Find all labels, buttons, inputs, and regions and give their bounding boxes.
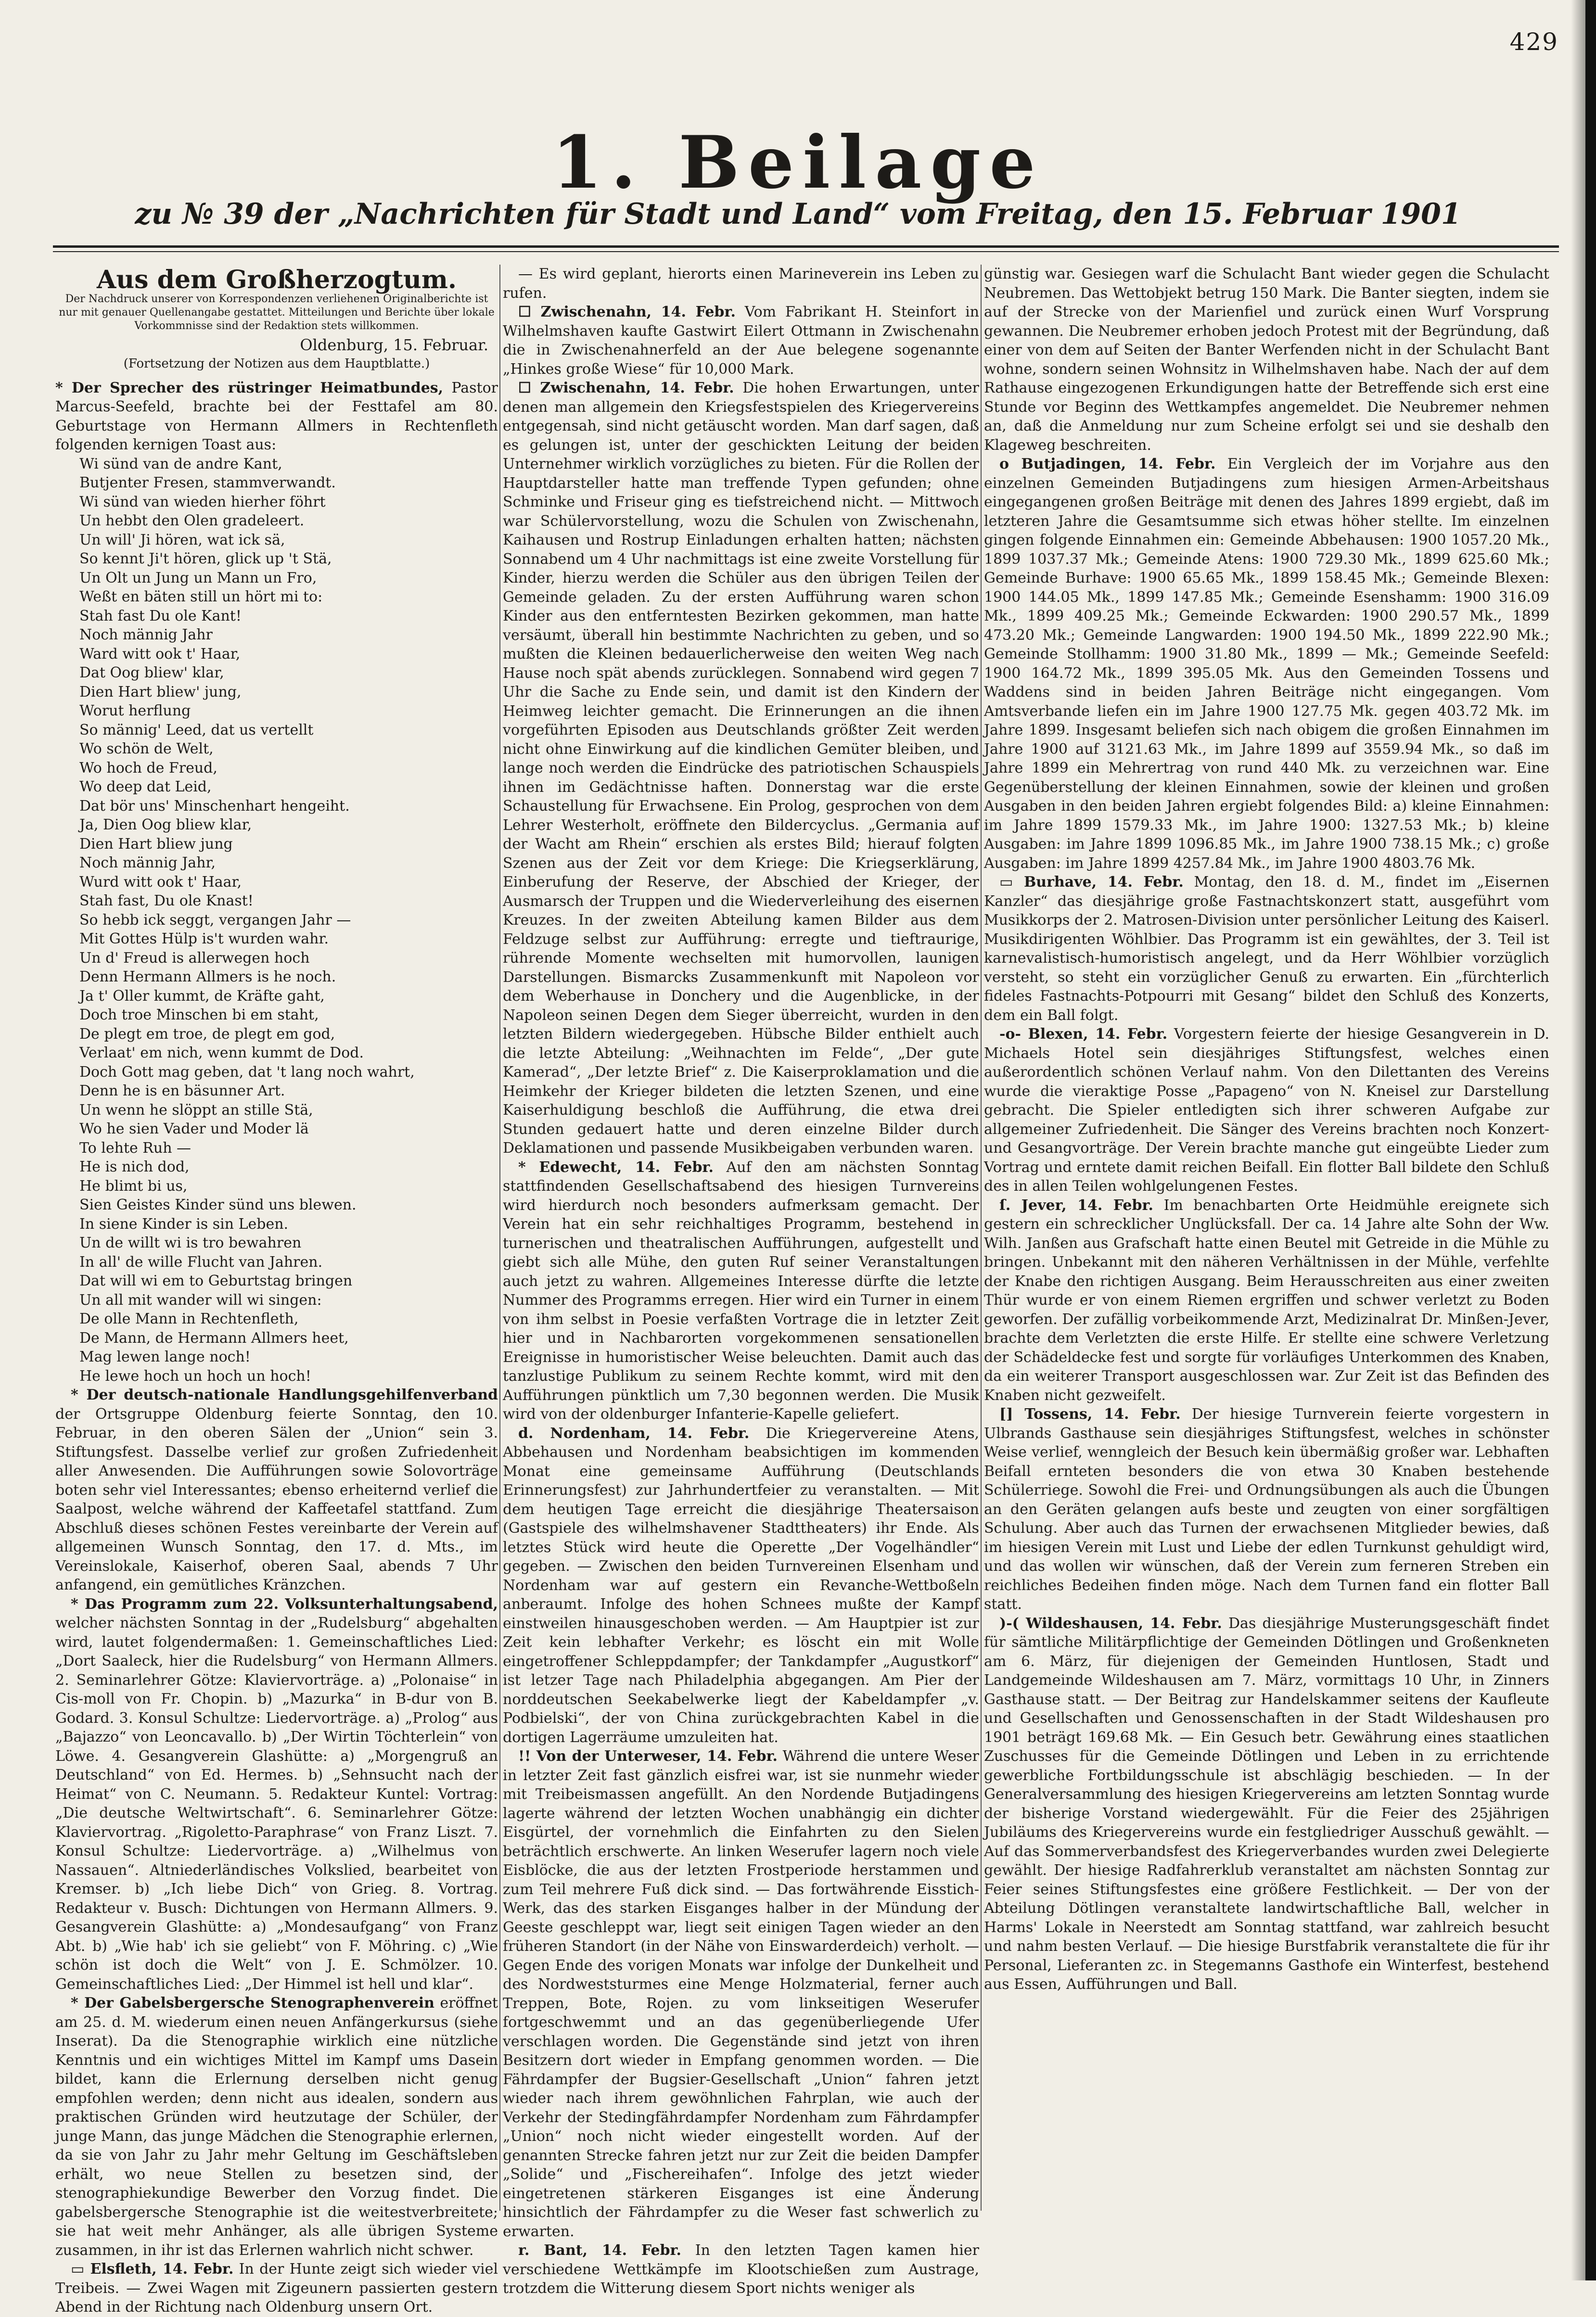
toast-poem bbox=[55, 455, 498, 1386]
article-heading: * Das Programm zum 22. Volksunterhaltungsabend, bbox=[71, 1595, 498, 1613]
poem-line: Wo schön de Welt, bbox=[79, 740, 214, 757]
poem-line: Un will' Ji hören, wat ick sä, bbox=[79, 531, 285, 548]
continuation-note: (Fortsetzung der Notizen aus dem Hauptblatte.) bbox=[123, 356, 430, 371]
poem-line: In siene Kinder is sin Leben. bbox=[79, 1215, 289, 1233]
article bbox=[984, 265, 1549, 455]
poem-line: Dien Hart bliew jung bbox=[79, 835, 233, 853]
poem-line: Weßt en bäten still un hört mi to: bbox=[79, 588, 323, 605]
article-text: günstig war. Gesiegen warf die Schulacht Bant wieder gegen die Schulacht Neubremen. Das Wettobjekt betrug 150 Mark. Die Banter siegten, indem sie auf der Strecke von der Marienfiel und zurück einen Wurf Vorsprung gewannen. Die Neubremer erhoben jedoch Protest mit der Begründung, daß einer von dem auf Seiten der Banter Werfenden nicht in der Schulacht Bant wohne, sondern seinen Wohnsitz in Wilhelmshaven habe. Nach der auf dem Rathause eingezogenen Erkundigungen hatte der Betreffende sich erst eine Stunde vor Beginn des Wettkampfes angemeldet. Die Neubremer nehmen an, daß die Anmeldung nur zum Scheine erfolgt sei und sie deshalb den Klageweg beschreiten. bbox=[984, 266, 1549, 454]
article-heading: * Der deutsch-nationale Handlungsgehilfenverband bbox=[71, 1387, 498, 1403]
poem-line: Mag lewen lange noch! bbox=[79, 1349, 251, 1365]
column-3 bbox=[984, 265, 1549, 2211]
poem-line: To lehte Ruh — bbox=[79, 1139, 192, 1157]
poem-line: Wo he sien Vader und Moder lä bbox=[79, 1120, 309, 1137]
poem-line: So hebb ick seggt, vergangen Jahr — bbox=[79, 911, 351, 929]
poem-line: Un Olt un Jung un Mann un Fro, bbox=[79, 569, 317, 586]
article-heading: !! Von der Unterweser, 14. Febr. bbox=[518, 1748, 778, 1765]
article bbox=[55, 2260, 498, 2317]
poem-line: Dat will wi em to Geburtstag bringen bbox=[79, 1273, 353, 1289]
article bbox=[55, 1386, 498, 1595]
page-edge-shadow bbox=[1571, 0, 1585, 2280]
poem-line: Wi sünd van wieden hierher föhrt bbox=[79, 493, 326, 510]
article-heading: [] Tossens, 14. Febr. bbox=[999, 1406, 1181, 1423]
poem-line: Verlaat' em nich, wenn kummt de Dod. bbox=[79, 1044, 364, 1061]
article-heading: * Der Gabelsbergersche Stenographenverein bbox=[71, 1995, 434, 2011]
page-number: 429 bbox=[1509, 28, 1558, 56]
poem-line: Doch Gott mag geben, dat 't lang noch wahrt, bbox=[79, 1063, 415, 1081]
article-text: Im benachbarten Orte Heidmühle ereignete sich gestern ein schrecklicher Unglücksfall. Der ca. 14 Jahre alte Sohn der Ww. Wilh. Janßen aus Grafschaft hatte einen Beutel mit Getreide in die Mühle zu bringen. Unbekannt mit den näheren Verhältnissen in der Mühle, verfehlte der Knabe den richtigen Ausgang. Beim Herausschreiten aus einer zweiten Thür wurde er von einem Riemen ergriffen und schwer verletzt zu Boden geworfen. Der zufällig vorbeikommende Arzt, Medizinalrat Dr. Minßen-Jever, brachte dem Verletzten die erste Hilfe. Er stellte eine schwere Verletzung der Schädeldecke fest und sorgte für vorläufiges Unterkommen des Knaben, da ein weiterer Transport ausgeschlossen war. Zur Zeit ist das Befinden des Knaben nicht gezweifelt. bbox=[984, 1197, 1549, 1404]
article-text: — Es wird geplant, hierorts einen Marineverein ins Leben zu rufen. bbox=[503, 266, 979, 302]
poem-line: Dat bör uns' Minschenhart hengeiht. bbox=[79, 797, 350, 815]
article-heading: ▭ Elsfleth, 14. Febr. bbox=[71, 2261, 234, 2278]
poem-line: Dien Hart bliew' jung, bbox=[79, 683, 242, 700]
poem-line: Worut herflung bbox=[79, 702, 191, 719]
article bbox=[984, 455, 1549, 873]
article bbox=[503, 2241, 979, 2298]
article bbox=[55, 379, 498, 455]
article-text: welcher nächsten Sonntag in der „Rudelsburg“ abgehalten wird, lautet folgendermaßen: 1. Gemeinschaftliches Lied: „Dort Saaleck, hier die Rudelsburg“ von Hermann Allmers. 2. Seminarlehrer Götze: Klaviervorträge. a) „Polonaise“ in Cis-moll von Fr. Chopin. b) „Mazurka“ in B-dur von B. Godard. 3. Konsul Schultze: Liedervorträge. a) „Prolog“ aus „Bajazzo“ von Leoncavallo. b) „Der Wirtin Töchterlein“ von Löwe. 4. Gesangverein Glashütte: a) „Morgengruß an Deutschland“ von Ed. Hermes. b) „Sehnsucht nach der Heimat“ von C. Neumann. 5. Redakteur Kuntel: Vortrag: „Die deutsche Weltwirtschaft“. 6. Seminarlehrer Götze: Klaviervortrag. „Rigoletto-Paraphrase“ von Franz Liszt. 7. Konsul Schultze: Liedervorträge. a) „Wilhelmus von Nassauen“. Altniederländisches Volkslied, bearbeitet von Kremser. b) „Ich liebe Dich“ von Grieg. 8. Vortrag. Redakteur v. Busch: Dichtungen von Hermann Allmers. 9. Gesangverein Glashütte: a) „Mondesaufgang“ von Franz Abt. b) „Wie hab' ich sie geliebt“ von F. Möhring. c) „Wie schön ist doch die Welt“ von J. E. Schmölzer. 10. Gemeinschaftliches Lied: „Der Himmel ist hell und klar“. bbox=[55, 1615, 498, 1993]
poem-line: Denn he is en bäsunner Art. bbox=[79, 1082, 285, 1099]
poem-line: Butjenter Fresen, stammverwandt. bbox=[79, 474, 336, 491]
poem-line: Noch männig Jahr bbox=[79, 626, 213, 643]
column-divider bbox=[499, 265, 500, 2211]
poem-line: So männig' Leed, dat us vertellt bbox=[79, 721, 314, 738]
article-text: Auf den am nächsten Sonntag stattfindenden Gesellschaftsabend des hiesigen Turnvereins wird hierdurch noch besonders aufmerksam gemacht. Der Verein hat ein sehr reichhaltiges Programm, bestehend in turnerischen und theatralischen Aufführungen, aufgestellt und giebt sich alle Mühe, den guten Ruf seiner Veranstaltungen auch jetzt zu wahren. Allgemeines Interesse dürfte die letzte Nummer des Programms erregen. Hier wird ein Turner in einem von ihm selbst in Poesie verfaßten Vortrage die in letzter Zeit hier und in Nachbarorten vorgekommenen sensationellen Ereignisse in humoristischer Weise beleuchten. Damit auch das tanzlustige Publikum zu seinem Rechte kommt, wird mit den Aufführungen pünktlich um 7,30 begonnen werden. Die Musik wird von der oldenburger Infanterie-Kapelle geliefert. bbox=[503, 1158, 979, 1423]
poem-line: De olle Mann in Rechtenfleth, bbox=[79, 1311, 299, 1327]
column-1 bbox=[55, 265, 498, 2316]
poem-line: De Mann, de Hermann Allmers heet, bbox=[79, 1329, 349, 1347]
article-heading: -o- Blexen, 14. Febr. bbox=[999, 1026, 1168, 1043]
article-text: Der hiesige Turnverein feierte vorgestern in Ulbrands Gasthause sein diesjähriges Stiftungsfest, welches in schönster Weise verlief, wenngleich der Besuch kein übermäßig großer war. Lebhaften Beifall ernteten besonders die von etwa 30 Knaben bestehende Schülerriege. Sowohl die Frei- und Ordnungsübungen als auch die Übungen an den Geräten gelangen aufs beste und zeugten von einer sorgfältigen Schulung. Aber auch das Turnen der erwachsenen Mitglieder bewies, daß im hiesigen Verein mit Lust und Liebe der edlen Turnkunst gehuldigt wird, und das wollen wir wünschen, daß der Verein zum ferneren Streben ein reichliches Bedeihen finden möge. Nach dem Turnen fand ein flotter Ball statt. bbox=[984, 1406, 1549, 1613]
poem-line: In all' de wille Flucht van Jahren. bbox=[79, 1253, 323, 1271]
article-heading: r. Bant, 14. Febr. bbox=[518, 2242, 681, 2259]
poem-line: Un d' Freud is allerwegen hoch bbox=[79, 949, 310, 967]
poem-line: Wurd witt ook t' Haar, bbox=[79, 873, 242, 891]
article-text: Ein Vergleich der im Vorjahre aus den einzelnen Gemeinden Butjadingens zum hiesigen Armen-Arbeitshaus eingegangenen großen Beiträge mit denen des Jahres 1899 ergiebt, daß im letzteren Jahre die Gesamtsumme sich etwas höher stellte. Im einzelnen gingen folgende Einnahmen ein: Gemeinde Abbehausen: 1900 1057.20 Mk., 1899 1037.37 Mk.; Gemeinde Atens: 1900 729.30 Mk., 1899 625.60 Mk.; Gemeinde Burhave: 1900 65.65 Mk., 1899 158.45 Mk.; Gemeinde Blexen: 1900 144.05 Mk., 1899 147.85 Mk.; Gemeinde Esenshamm: 1900 316.09 Mk., 1899 409.25 Mk.; Gemeinde Eckwarden: 1900 290.57 Mk., 1899 473.20 Mk.; Gemeinde Langwarden: 1900 194.50 Mk., 1899 222.90 Mk.; Gemeinde Stollhamm: 1900 31.80 Mk., 1899 — Mk.; Gemeinde Seefeld: 1900 164.72 Mk., 1899 395.05 Mk. Aus den Gemeinden Tossens und Waddens sind in beiden Jahren Beiträge nicht eingegangen. Vom Amtsverbande liefen ein im Jahre 1900 127.75 Mk. gegen 403.72 Mk. im Jahre 1899. Insgesamt beliefen sich nach obigem die großen Einnahmen im Jahre 1900 auf 3121.63 Mk., im Jahre 1899 auf 3559.94 Mk., so daß im Jahre 1899 ein Mehrertrag von rund 440 Mk. zu verzeichnen war. Eine Gegenüberstellung der kleinen Einnahmen, sowie der kleinen und großen Ausgaben in den beiden Jahren ergiebt folgendes Bild: a) kleine Einnahmen: im Jahre 1899 1579.33 Mk., im Jahre 1900: 1327.53 Mk.; b) kleine Ausgaben: im Jahre 1899 1096.85 Mk., im Jahre 1900 738.15 Mk.; c) große Ausgaben: im Jahre 1899 4257.84 Mk., im Jahre 1900 4803.76 Mk. bbox=[984, 456, 1549, 872]
poem-line: Wo deep dat Leid, bbox=[79, 778, 212, 795]
article-heading: d. Nordenham, 14. Febr. bbox=[518, 1425, 750, 1442]
poem-line: Stah fast, Du ole Knast! bbox=[79, 892, 254, 909]
article-text: Die hohen Erwartungen, unter denen man allgemein den Kriegsfestspielen des Kriegervereins entgegensah, sind nicht getäuscht worden. Man darf sagen, daß es gelungen ist, unter der geschickten Leitung der beiden Unternehmer wirklich vorzügliches zu bieten. Für die Rollen der Hauptdarsteller hatte man treffende Typen gefunden; ohne Schminke und Friseur ging es tiefstreichend nicht. — Mittwoch war Schülervorstellung, wozu die Schulen von Zwischenahn, Kaihausen und Rostrup Einladungen erhalten hatten; nächsten Sonnabend um 4 Uhr nachmittags ist eine zweite Vorstellung für Kinder, hierzu werden die Schüler aus den übrigen Teilen der Gemeinde geladen. Zu der ersten Aufführung waren schon Kinder aus den entferntesten Bezirken gekommen, man hatte versäumt, überall hin bestimmte Nachrichten zu geben, und so mußten die Kleinen bedauerlicherweise den weiten Weg nach Hause noch spät abends zurücklegen. Sonnabend wird gegen 7 Uhr die Sache zu Ende sein, und damit ist den Kindern der Heimweg leichter gemacht. Die Erinnerungen an die ihnen vorgeführten Episoden aus Deutschlands größter Zeit werden nicht ohne Einwirkung auf die kindlichen Gemüter bleiben, und lange noch werden die Eindrücke des patriotischen Schauspiels ihnen im Gedächtnisse haften. Donnerstag war die erste Schaustellung für Erwachsene. Ein Prolog, gesprochen von dem Lehrer Westerholt, eröffnete den Bildercyclus. „Germania auf der Wacht am Rhein“ erschien als erstes Bild; hierauf folgten Szenen aus der Zeit vor dem Kriege: Die Kriegserklärung, Einberufung der Reserve, der Abschied der Krieger, der Ausmarsch der Truppen und die Wiederverleihung des eisernen Kreuzes. In der zweiten Abteilung kamen Bilder aus dem Feldzuge selbst zur Aufführung: erregte und tieftraurige, rührende Momente wechselten mit humorvollen, launigen Darstellungen. Bismarcks Zusammenkunft mit Napoleon vor dem Weberhause in Donchery und die Augenblicke, in der Napoleon seinen Degen dem Sieger überreicht, wurden in den letzten Bildern wiedergegeben. Hübsche Bilder enthielt auch die letzte Abteilung: „Weihnachten im Felde“, „Der gute Kamerad“, „Der letzte Brief“ z. Die Kaiserproklamation und die Heimkehr der Krieger bildeten die letzten Szenen, und eine Kaiserhuldigung beschloß die Aufführung, die etwa drei Stunden gedauert hatte und deren einzelne Bilder durch Deklamationen und passende Musikbeigaben verbunden waren. bbox=[503, 380, 979, 1157]
poem-line: Sien Geistes Kinder sünd uns blewen. bbox=[79, 1197, 357, 1213]
article bbox=[55, 1994, 498, 2260]
article bbox=[984, 1025, 1549, 1196]
poem-line: Un all mit wander will wi singen: bbox=[79, 1291, 322, 1309]
poem-line: Wi sünd van de andre Kant, bbox=[79, 455, 282, 472]
article bbox=[984, 1405, 1549, 1614]
poem-line: Ja t' Oller kummt, de Kräfte gaht, bbox=[79, 987, 325, 1005]
article bbox=[55, 1595, 498, 1994]
article bbox=[984, 1614, 1549, 1994]
article bbox=[984, 1196, 1549, 1405]
article-text: der Ortsgruppe Oldenburg feierte Sonntag, den 10. Februar, in den oberen Sälen der „Union“ sein 3. Stiftungsfest. Dasselbe verlief zur großen Zufriedenheit aller Anwesenden. Die Aufführungen sowie Solovorträge boten sehr viel Interessantes; ebenso erheiternd verlief die Saalpost, welche während der Kaffeetafel stattfand. Zum Abschluß dieses schönen Festes vereinbarte der Verein auf allgemeinen Wunsch Sonntag, den 17. d. Mts., im Vereinslokale, Kaiserhof, oberen Saal, abends 7 Uhr anfangend, ein gemütliches Kränzchen. bbox=[55, 1405, 498, 1593]
poem-line: De plegt em troe, de plegt em god, bbox=[79, 1025, 335, 1043]
scan-border bbox=[1585, 0, 1596, 2280]
article-heading: ☐ Zwischenahn, 14. Febr. bbox=[518, 304, 736, 320]
article bbox=[503, 265, 979, 303]
article bbox=[503, 303, 979, 379]
article-text: Während die untere Weser in letzter Zeit fast gänzlich eisfrei war, ist sie nunmehr wieder mit Treibeismassen angefüllt. An den Nordende Butjadingens lagerte während der letzten Wochen unabhängig ein dichter Eisgürtel, der vornehmlich die Einfahrten zu den Sielen beträchtlich erschwerte. An linken Weserufer lagern noch viele Eisblöcke, die aus der letzten Frostperiode herstammen und zum Teil mehrere Fuß dick sind. — Das fortwährende Eisstich-Werk, das des starken Eisganges halber in der Mündung der Geeste geschleppt war, liegt seit einigen Tagen wieder an den früheren Standort (in der Nähe von Einswarderdeich) verholt. — Gegen Ende des vorigen Monats war infolge der Dunkelheit und des Nordweststurmes eine Menge Holzmaterial, ferner auch Treppen, Bote, Rojen. zu vom linkseitigen Weserufer fortgeschwemmt und an das gegenüberliegende Ufer verschlagen worden. Die Gegenstände sind jetzt von ihren Besitzern dort wieder in Empfang genommen worden. — Die Fährdampfer der Bugsier-Gesellschaft „Union“ fahren jetzt wieder nach ihrem gewöhnlichen Fahrplan, wie auch der Verkehr der Stedingfährdampfer Nordenham zum Fährdampfer „Union“ noch nicht wieder eingestellt worden. Auf der genannten Strecke fahren jetzt nur zur Zeit die beiden Dampfer „Solide“ und „Fischereihafen“. Infolge des jetzt wieder eingetretenen stärkeren Eisganges ist eine Änderung hinsichtlich der Fährdampfer zu die Weser fast schwerlich zu erwarten. bbox=[503, 1748, 979, 2240]
poem-line: Ja, Dien Oog bliew klar, bbox=[79, 816, 252, 833]
article-text: Vorgestern feierte der hiesige Gesangverein in D. Michaels Hotel sein diesjähriges Stiftungsfest, welches einen außerordentlich schönen Verlauf nahm. Von den Dilettanten des Vereins wurde die vieraktige Posse „Papageno“ von N. Kneisel zur Darstellung gebracht. Die Spieler entledigten sich ihrer schweren Aufgabe zur allgemeiner Zufriedenheit. Die Sänger des Vereins brachten noch Konzert- und Gesangvorträge. Der Verein brachte manche gut eingeübte Lieder zum Vortrag und erntete damit reichen Beifall. Ein flotter Ball bildete den Schluß des in allen Teilen wohlgelungenen Festes. bbox=[984, 1026, 1549, 1195]
poem-line: He blimt bi us, bbox=[79, 1177, 188, 1195]
article-heading: ſ. Jever, 14. Febr. bbox=[999, 1197, 1153, 1214]
article-text: eröffnet am 25. d. M. wiederum einen neuen Anfängerkursus (siehe Inserat). Da die Stenographie wirklich eine nützliche Kenntnis und ein wichtiges Mittel im Kampf ums Dasein bildet, kann die Erlernung derselben nicht genug empfohlen werden; denn nicht aus idealen, sondern aus praktischen Gründen wird heutzutage der Schüler, der junge Mann, das junge Mädchen die Stenographie erlernen, da sie von Jahr zu Jahr mehr Geltung im Geschäftsleben erhält, wo neue Stellen zu besetzen sind, der stenographiekundige Bewerber den Vorzug findet. Die gabelsbergersche Stenographie ist die weitestverbreitete; sie hat weit mehr Anhänger, als alle übrigen Systeme zusammen, in ihr ist das Erlernen wahrlich nicht schwer. bbox=[55, 1995, 498, 2259]
poem-line: Doch troe Minschen bi em staht, bbox=[79, 1006, 319, 1023]
masthead-subtitle: zu № 39 der „Nachrichten für Stadt und Land“ vom Freitag, den 15. Februar 1901 bbox=[135, 197, 1461, 231]
column-divider bbox=[981, 265, 982, 2211]
article-heading: o Butjadingen, 14. Febr. bbox=[999, 456, 1216, 472]
article-text: Die Kriegervereine Atens, Abbehausen und Nordenham beabsichtigen im kommenden Monat eine gemeinsame Aufführung (Deutschlands Erinnerungsfest) zur Jahrhundertfeier zu veranstalten. — Mit dem heutigen Tage erreicht die diesjährige Theatersaison (Gastspiele des wilhelmshavener Stadttheaters) ihr Ende. Als letztes Stück wird heute die Operette „Der Vogelhändler“ gegeben. — Zwischen den beiden Turnvereinen Elsenham und Nordenham war auf gestern ein Revanche-Wettboßeln anberaumt. Infolge des hohen Schnees mußte der Kampf einstweilen hinausgeschoben werden. — Am Hauptpier ist zur Zeit kein lebhafter Verkehr; es löscht ein mit Wolle eingetroffener Schleppdampfer; der Tankdampfer „Augustkorf“ ist letzer Tage nach Philadelphia abgegangen. Am Pier der norddeutschen Seekabelwerke liegt der Kabeldampfer „v. Podbielski“, der von China zurückgebrachten Kabel in die dortigen Lagerräume umzuleiten hat. bbox=[503, 1425, 979, 1746]
article-text: Pastor Marcus-Seefeld, brachte bei der Festtafel am 80. Geburtstage von Hermann Allmers in Rechtenfleth folgenden kernigen Toast aus: bbox=[55, 379, 498, 453]
article bbox=[984, 873, 1549, 1025]
poem-line: Stah fast Du ole Kant! bbox=[79, 607, 242, 624]
dateline: Oldenburg, 15. Februar. bbox=[300, 335, 488, 354]
article-text: Vom Fabrikant H. Steinfort in Wilhelmshaven kaufte Gastwirt Eilert Ottmann in Zwischenahn die in Zwischenahnerfeld an der Aue belegene sogenannte „Hinkes große Wiese“ für 10,000 Mark. bbox=[503, 304, 979, 378]
poem-line: Dat Oog bliew' klar, bbox=[79, 664, 224, 681]
masthead-title: 1. Beilage bbox=[552, 120, 1044, 205]
article-heading: ☐ Zwischenahn, 14. Febr. bbox=[518, 380, 734, 396]
article-text: Montag, den 18. d. M., findet im „Eisernen Kanzler“ das diesjährige große Fastnachtskonzert statt, ausgeführt vom Musikkorps der 2. Matrosen-Division unter persönlicher Leitung des Kaiserl. Musikdirigenten Wöhlbier. Das Programm ist ein gewähltes, der 3. Teil ist karnevalistisch-humoristisch angelegt, und da Herr Wöhlbier vorzüglich versteht, so steht ein vorzüglicher Genuß zu erwarten. Ein „fürchterlich fideles Fastnachts-Potpourri mit Gesang“ bildet den Schluß des Konzerts, dem ein Ball folgt. bbox=[984, 874, 1549, 1024]
poem-line: He lewe hoch un hoch un hoch! bbox=[79, 1367, 311, 1385]
poem-line: He is nich dod, bbox=[79, 1158, 190, 1175]
article-heading: * Der Sprecher des rüstringer Heimatbundes, bbox=[55, 379, 444, 396]
masthead-rule bbox=[53, 245, 1559, 248]
poem-line: Noch männig Jahr, bbox=[79, 854, 216, 871]
poem-line: Wo hoch de Freud, bbox=[79, 759, 217, 777]
article-heading: * Edewecht, 14. Febr. bbox=[518, 1158, 714, 1176]
article-text: Das diesjährige Musterungsgeschäft findet für sämtliche Militärpflichtige der Gemeinden Dötlingen und Großenkneten am 6. März, für diejenigen der Gemeinden Huntlosen, Stadt und Landgemeinde Wildeshausen am 7. März, vormittags 10 Uhr, in Zinners Gasthause statt. — Der Beitrag zur Handelskammer seitens der Kaufleute und Gesellschaften und Genossenschaften in der Stadt Wildeshausen pro 1901 beträgt 169.68 Mk. — Ein Gesuch betr. Gewährung eines staatlichen Zuschusses für die Gemeinde Dötlingen und Leben in zu errichtende gewerbliche Fortbildungsschule ist abschlägig beschieden. — In der Generalversammlung des hiesigen Kriegervereins am letzten Sonntag wurde der bisherige Vorstand wiedergewählt. Für die Feier des 25jährigen Jubiläums des Kriegervereins wurde ein festgliedriger Ausschuß gewählt. — Auf das Sommerverbandsfest des Kriegerverbandes wurden zwei Delegierte gewählt. Der hiesige Radfahrerklub veranstaltet am nächsten Sonntag zur Feier seines Stiftungsfestes eine größere Festlichkeit. — Der von der Abteilung Dötlingen veranstaltete landwirtschaftliche Ball, welcher in Harms' Lokale in Neerstedt am Sonntag stattfand, war zahlreich besucht und nahm besten Verlauf. — Die hiesige Burstfabrik veranstaltete die für ihr Personal, Lieferanten zc. in Stegemanns Gasthofe ein Winterfest, bestehend aus Essen, Aufführungen und Ball. bbox=[984, 1615, 1549, 1993]
poem-line: Un wenn he slöppt an stille Stä, bbox=[79, 1101, 313, 1119]
article-heading: ▭ Burhave, 14. Febr. bbox=[999, 874, 1184, 891]
article-text: In der Hunte zeigt sich wieder viel Treibeis. — Zwei Wagen mit Zigeunern passierten gestern Abend in der Richtung nach Oldenburg unsern Ort. bbox=[55, 2261, 498, 2316]
poem-line: Un hebbt den Olen gradeleert. bbox=[79, 512, 305, 529]
masthead-rule-thin bbox=[53, 251, 1559, 252]
article bbox=[503, 379, 979, 1158]
article-heading: )-( Wildeshausen, 14. Febr. bbox=[999, 1615, 1222, 1632]
article bbox=[503, 1424, 979, 1747]
reprint-note: Der Nachdruck unserer von Korrespondenzen verliehenen Originalberichte ist nur mit genauer Quellenangabe gestattet. Mitteilungen und Berichte über lokale Vorkommnisse sind der Redaktion stets willkommen. bbox=[59, 293, 495, 332]
article bbox=[503, 1747, 979, 2241]
column-2 bbox=[503, 265, 980, 2297]
poem-line: Mit Gottes Hülp is't wurden wahr. bbox=[79, 930, 329, 947]
poem-line: So kennt Ji't hören, glick up 't Stä, bbox=[79, 550, 332, 567]
poem-line: Un de willt wi is tro bewahren bbox=[79, 1235, 302, 1251]
poem-line: Denn Hermann Allmers is he noch. bbox=[79, 968, 336, 985]
poem-line: Ward witt ook t' Haar, bbox=[79, 645, 241, 662]
section-title: Aus dem Großherzogtum. bbox=[97, 265, 457, 294]
article bbox=[503, 1158, 979, 1424]
article-text: In den letzten Tagen kamen hier verschiedene Wettkämpfe im Klootschießen zum Austrage, trotzdem die Witterung diesem Sport nichts weniger als bbox=[503, 2242, 980, 2297]
